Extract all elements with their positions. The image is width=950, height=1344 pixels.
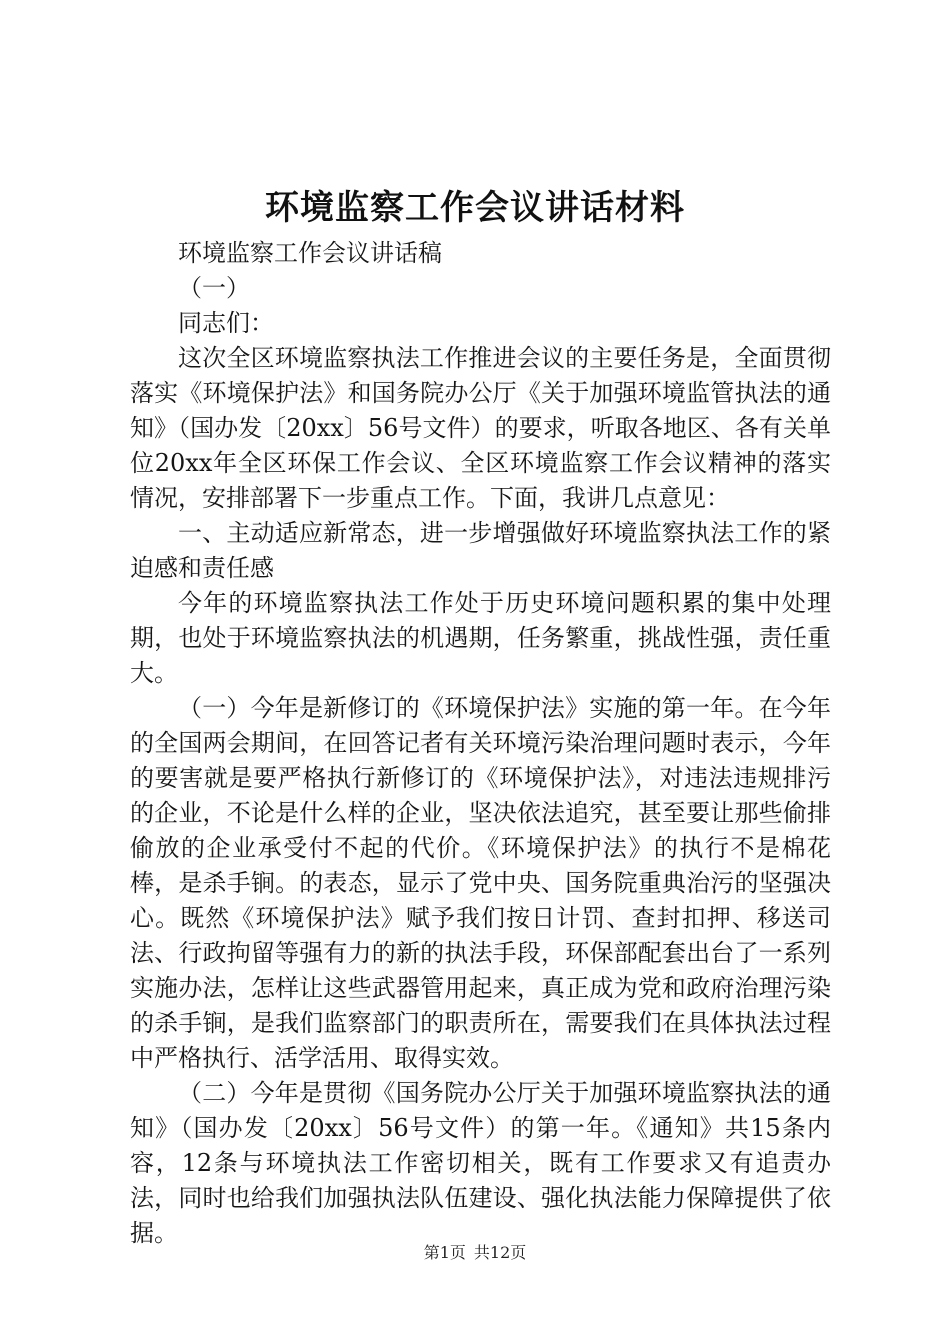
page-number: 第1页	[423, 1243, 466, 1262]
body-paragraph: （二）今年是贯彻《国务院办公厅关于加强环境监察执法的通知》（国办发〔20xx〕56号文件）的第一年。《通知》共15条内容，12条与环境执法工作密切相关，既有工作要求又有追责办法，同时也给我们加强执法队伍建设、强化执法能力保障提供了依据。	[130, 1079, 831, 1247]
body-paragraph: 今年的环境监察执法工作处于历史环境问题积累的集中处理期，也处于环境监察执法的机遇期，任务繁重，挑战性强，责任重大。	[130, 589, 831, 687]
document-title: 环境监察工作会议讲话材料	[265, 188, 685, 228]
subtitle-paragraph: 环境监察工作会议讲话稿	[178, 239, 442, 267]
document-body	[130, 236, 831, 1251]
intro-paragraph: 这次全区环境监察执法工作推进会议的主要任务是，全面贯彻落实《环境保护法》和国务院办公厅《关于加强环境监管执法的通知》（国办发〔20xx〕56号文件）的要求，听取各地区、各有关单位20xx年全区环保工作会议、全区环境监察工作会议精神的落实情况，安排部署下一步重点工作。下面，我讲几点意见：	[130, 344, 831, 512]
page-footer	[0, 1241, 950, 1265]
body-paragraph: （一）今年是新修订的《环境保护法》实施的第一年。在今年的全国两会期间，在回答记者有关环境污染治理问题时表示，今年的要害就是要严格执行新修订的《环境保护法》，对违法违规排污的企业，不论是什么样的企业，坚决依法追究，甚至要让那些偷排偷放的企业承受付不起的代价。《环境保护法》的执行不是棉花棒，是杀手锏。的表态，显示了党中央、国务院重典治污的坚强决心。既然《环境保护法》赋予我们按日计罚、查封扣押、移送司法、行政拘留等强有力的新的执法手段，环保部配套出台了一系列实施办法，怎样让这些武器管用起来，真正成为党和政府治理污染的杀手锏，是我们监察部门的职责所在，需要我们在具体执法过程中严格执行、活学活用、取得实效。	[130, 694, 831, 1072]
section-number-paragraph: （一）	[178, 274, 250, 302]
salutation-paragraph: 同志们：	[178, 309, 274, 337]
page-total: 共12页	[473, 1243, 527, 1262]
heading-paragraph: 一、主动适应新常态，进一步增强做好环境监察执法工作的紧迫感和责任感	[130, 519, 831, 582]
